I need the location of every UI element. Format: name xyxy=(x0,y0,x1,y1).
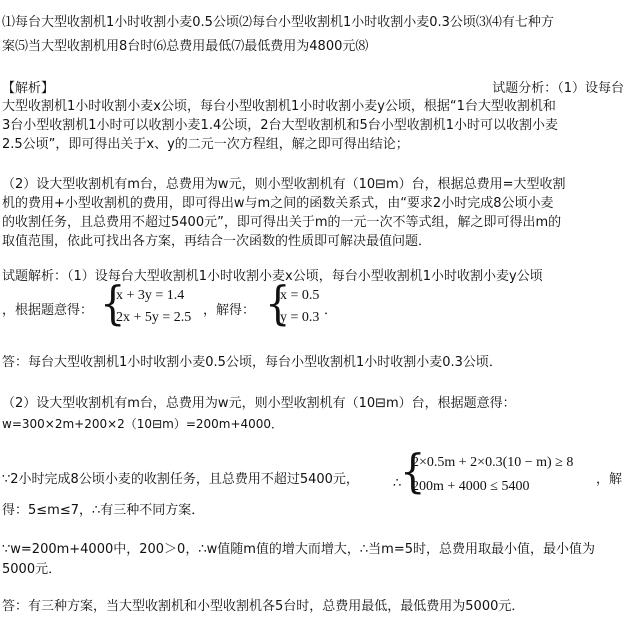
solution-2-line-2: w=300×2m+200×2（10⊟m）=200m+4000． xyxy=(2,417,284,431)
system-3-brace: { xyxy=(400,445,426,499)
system-1-eq-1: x + 3y = 1.4 xyxy=(116,288,185,303)
final-answer: 答：有三种方案，当大型收割机和小型收割机各5台时，总费用最低，最低费用为5000元． xyxy=(2,599,525,614)
analysis-p2-line-1: （2）设大型收割机有m台，总费用为w元，则小型收割机有（10⊟m）台，根据总费用=大型收割 xyxy=(2,177,566,192)
system-2-eq-1: x = 0.5 xyxy=(280,288,320,303)
solution-1-answer: 答：每台大型收割机1小时收割小麦0.5公顷，每台小型收割机1小时收割小麦0.3公顷． xyxy=(2,355,502,370)
analysis-p1-line-1: 大型收割机1小时收割小麦x公顷，每台小型收割机1小时收割小麦y公顷，根据“1台大型收割机和 xyxy=(2,99,556,114)
analysis-p2-line-2: 机的费用+小型收割机的费用，即可得出w与m之间的函数关系式，由“要求2小时完成8公顷小麦 xyxy=(2,196,554,211)
solution-3-line-1: ∵w=200m+4000中，200＞0，∴w值随m值的增大而增大，∴当m=5时，总费用取最小值，最小值为 xyxy=(2,542,595,557)
solution-1-line-1: 试题解析：（1）设每台大型收割机1小时收割小麦x公顷，每台小型收割机1小时收割小麦y公顷 xyxy=(2,269,543,284)
system-1-brace: { xyxy=(100,277,126,331)
solution-2-system-row xyxy=(0,445,630,502)
system-1-eq-2: 2x + 5y = 2.5 xyxy=(116,310,192,325)
analysis-p1-line-2: 3台小型收割机1小时可以收割小麦1.4公顷，2台大型收割机和5台小型收割机1小时可以收割小麦 xyxy=(2,118,559,133)
system-3-eq-1: 2×0.5m + 2×0.3(10 − m) ≥ 8 xyxy=(412,455,574,470)
analysis-intro: 试题分析：（1）设每台 xyxy=(492,81,624,96)
analysis-p2-line-4: 取值范围，依此可找出各方案，再结合一次函数的性质即可解决最值问题． xyxy=(2,234,432,249)
answer-line-2: 案⑸当大型收割机用8台时⑹总费用最低⑺最低费用为4800元⑻ xyxy=(2,39,369,54)
solution-2-condition: ∵2小时完成8公顷小麦的收割任务，且总费用不超过5400元， xyxy=(2,472,359,487)
system-3-prefix: ∴ xyxy=(393,476,402,491)
system-2-brace: { xyxy=(265,277,291,331)
analysis-p2-line-3: 的收割任务，且总费用不超过5400元”，即可得出关于m的一元一次不等式组，解之即可得出m的 xyxy=(2,215,562,230)
solution-2-line-1: （2）设大型收割机有m台，总费用为w元，则小型收割机有（10⊟m）台，根据题意得： xyxy=(2,396,516,411)
solution-1-end: ． xyxy=(324,303,338,318)
system-3-eq-2: 200m + 4000 ≤ 5400 xyxy=(412,479,530,494)
analysis-p1-line-3: 2.5公顷”，即可得出关于x、y的二元一次方程组，解之即可得出结论； xyxy=(2,137,409,152)
solution-1-mid: ，解得： xyxy=(203,303,256,318)
solution-2-after: ，解 xyxy=(596,472,623,487)
solution-1-prefix: ，根据题意得： xyxy=(2,303,94,318)
solution-3-line-2: 5000元． xyxy=(2,562,62,577)
solution-2-result: 得：5≤m≤7，∴有三种不同方案． xyxy=(2,503,205,518)
answer-line-1: ⑴每台大型收割机1小时收割小麦0.5公顷⑵每台小型收割机1小时收割小麦0.3公顷⑶⑷有七种方 xyxy=(2,15,554,30)
system-2-eq-2: y = 0.3 xyxy=(280,310,320,325)
analysis-heading: 【解析】 xyxy=(2,81,55,96)
solution-1-line-2 xyxy=(0,277,630,332)
